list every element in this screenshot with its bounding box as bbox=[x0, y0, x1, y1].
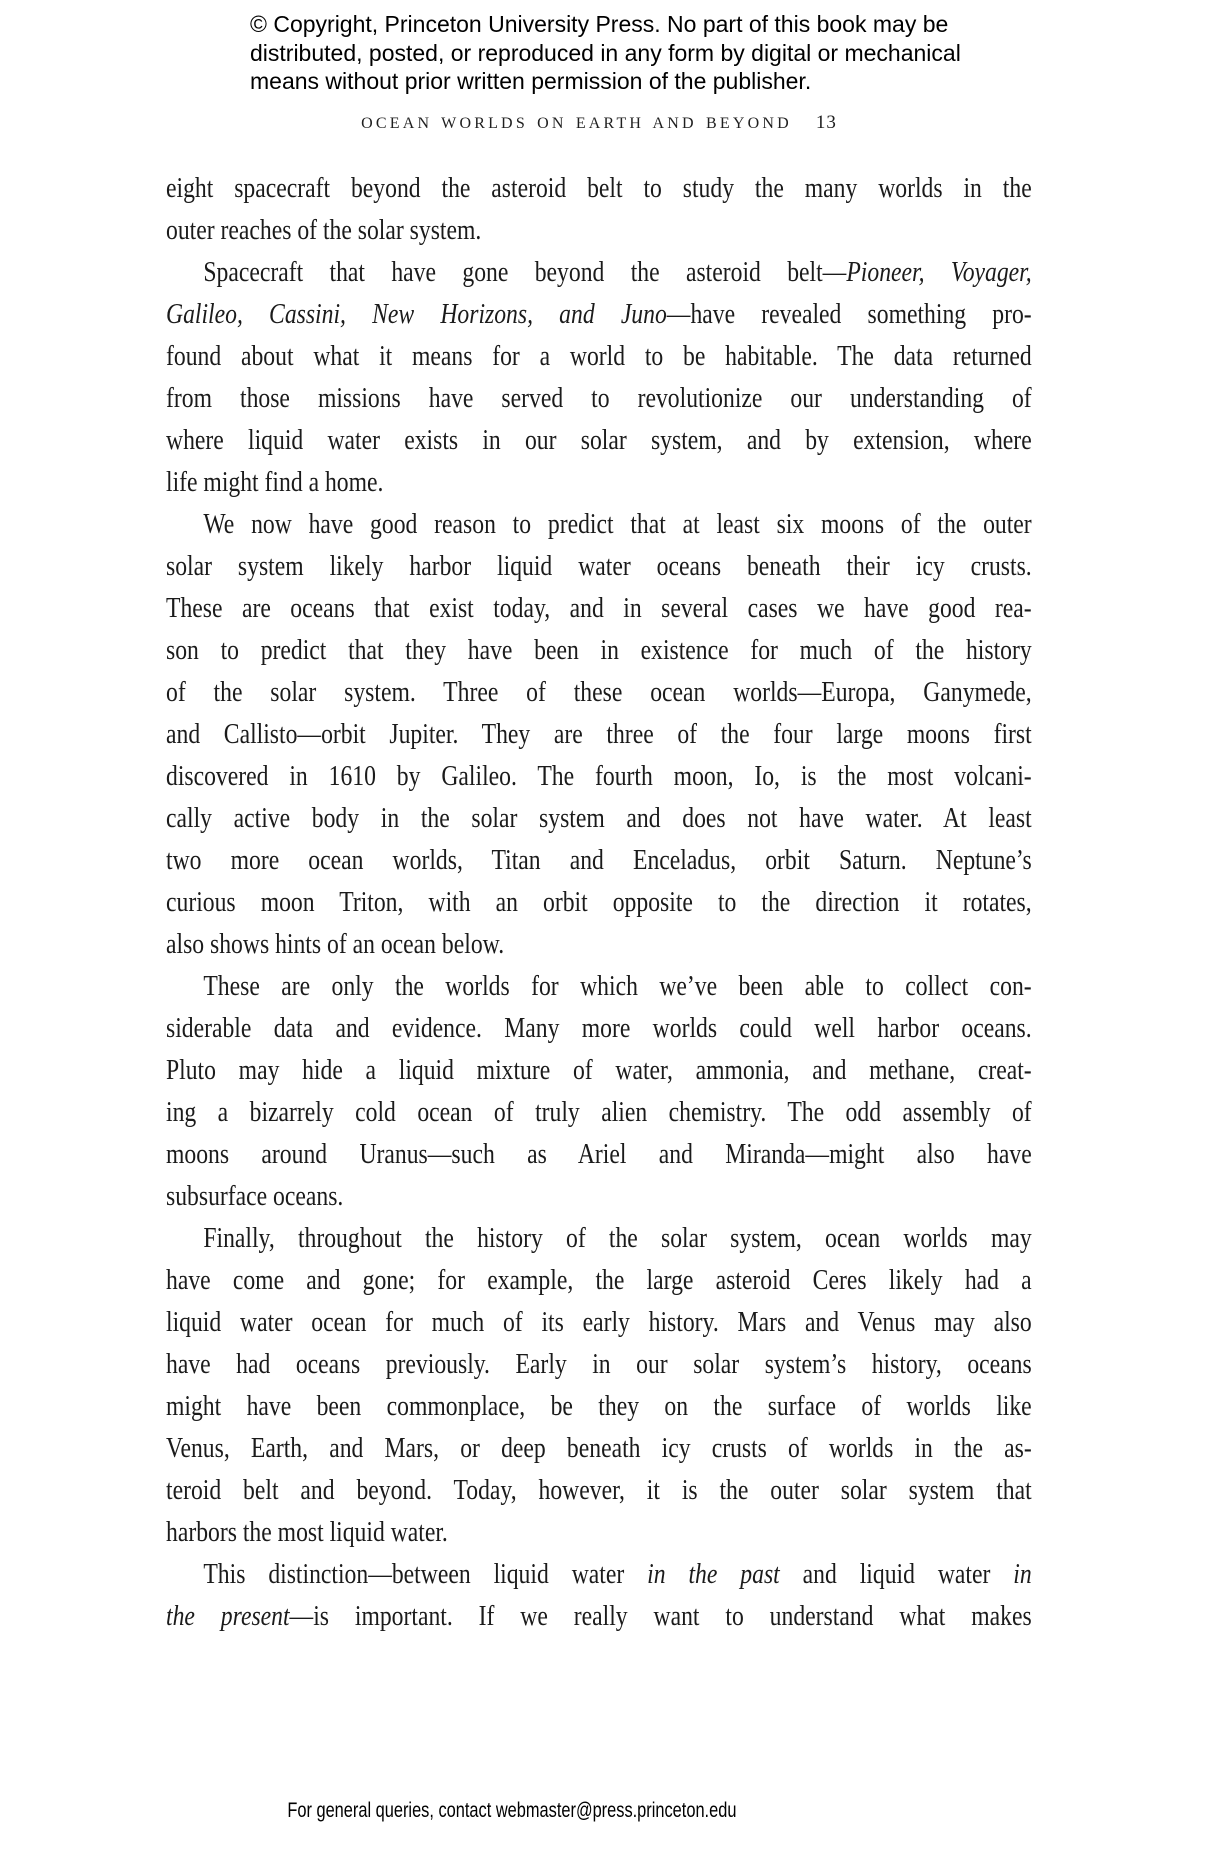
body-line: solar system likely harbor liquid water oceans beneath their icy crusts. bbox=[166, 551, 1032, 582]
copyright-line: means without prior written permission of the publisher. bbox=[250, 68, 812, 94]
body-line: ing a bizarrely cold ocean of truly alien chemistry. The odd assembly of bbox=[166, 1097, 1032, 1128]
body-line: of the solar system. Three of these ocean worlds—Europa, Ganymede, bbox=[166, 677, 1032, 708]
body-line: two more ocean worlds, Titan and Enceladus, orbit Saturn. Neptune’s bbox=[166, 845, 1032, 876]
body-line: outer reaches of the solar system. bbox=[166, 215, 482, 246]
body-text bbox=[166, 168, 1032, 1638]
body-line: Galileo, Cassini, New Horizons, and Juno—have revealed something pro- bbox=[166, 299, 1032, 330]
body-line: siderable data and evidence. Many more worlds could well harbor oceans. bbox=[166, 1013, 1032, 1044]
body-line: Finally, throughout the history of the solar system, ocean worlds may bbox=[203, 1223, 1032, 1254]
copyright-notice bbox=[250, 10, 961, 96]
page-number: 13 bbox=[815, 112, 837, 133]
body-line: eight spacecraft beyond the asteroid belt to study the many worlds in the bbox=[166, 173, 1032, 204]
running-head-title: OCEAN WORLDS ON EARTH AND BEYOND bbox=[361, 115, 792, 132]
body-line: also shows hints of an ocean below. bbox=[166, 929, 505, 960]
body-line: Spacecraft that have gone beyond the asteroid belt—Pioneer, Voyager, bbox=[203, 257, 1032, 288]
queries-footer bbox=[0, 1799, 1024, 1823]
body-line: might have been commonplace, be they on the surface of worlds like bbox=[166, 1391, 1032, 1422]
body-line: We now have good reason to predict that at least six moons of the outer bbox=[203, 509, 1032, 540]
body-line: Pluto may hide a liquid mixture of water, ammonia, and methane, creat- bbox=[166, 1055, 1032, 1086]
copyright-line: distributed, posted, or reproduced in any form by digital or mechanical bbox=[250, 39, 961, 66]
copyright-line: © Copyright, Princeton University Press. No part of this book may be bbox=[250, 11, 949, 37]
body-line: where liquid water exists in our solar system, and by extension, where bbox=[166, 425, 1032, 456]
body-line: son to predict that they have been in existence for much of the history bbox=[166, 635, 1032, 666]
running-head bbox=[166, 112, 1032, 134]
body-line: discovered in 1610 by Galileo. The fourth moon, Io, is the most volcani- bbox=[166, 761, 1032, 792]
body-line: moons around Uranus—such as Ariel and Miranda—might also have bbox=[166, 1139, 1032, 1170]
body-line: the present—is important. If we really want to understand what makes bbox=[166, 1601, 1032, 1632]
body-line: harbors the most liquid water. bbox=[166, 1517, 448, 1548]
body-line: found about what it means for a world to be habitable. The data returned bbox=[166, 341, 1032, 372]
body-line: have come and gone; for example, the large asteroid Ceres likely had a bbox=[166, 1265, 1032, 1296]
body-line: liquid water ocean for much of its early history. Mars and Venus may also bbox=[166, 1307, 1032, 1338]
body-line: Venus, Earth, and Mars, or deep beneath icy crusts of worlds in the as- bbox=[166, 1433, 1032, 1464]
body-line: have had oceans previously. Early in our solar system’s history, oceans bbox=[166, 1349, 1032, 1380]
body-line: cally active body in the solar system and does not have water. At least bbox=[166, 803, 1032, 834]
body-line: life might find a home. bbox=[166, 467, 384, 498]
body-line: These are only the worlds for which we’ve been able to collect con- bbox=[203, 971, 1032, 1002]
body-line: curious moon Triton, with an orbit opposite to the direction it rotates, bbox=[166, 887, 1032, 918]
queries-footer-text: For general queries, contact webmaster@press.princeton.edu bbox=[287, 1799, 737, 1822]
body-line: teroid belt and beyond. Today, however, it is the outer solar system that bbox=[166, 1475, 1032, 1506]
body-line: This distinction—between liquid water in the past and liquid water in bbox=[203, 1559, 1032, 1590]
body-line: and Callisto—orbit Jupiter. They are three of the four large moons first bbox=[166, 719, 1032, 750]
body-line: These are oceans that exist today, and in several cases we have good rea- bbox=[166, 593, 1032, 624]
body-line: subsurface oceans. bbox=[166, 1181, 344, 1212]
body-line: from those missions have served to revolutionize our understanding of bbox=[166, 383, 1032, 414]
